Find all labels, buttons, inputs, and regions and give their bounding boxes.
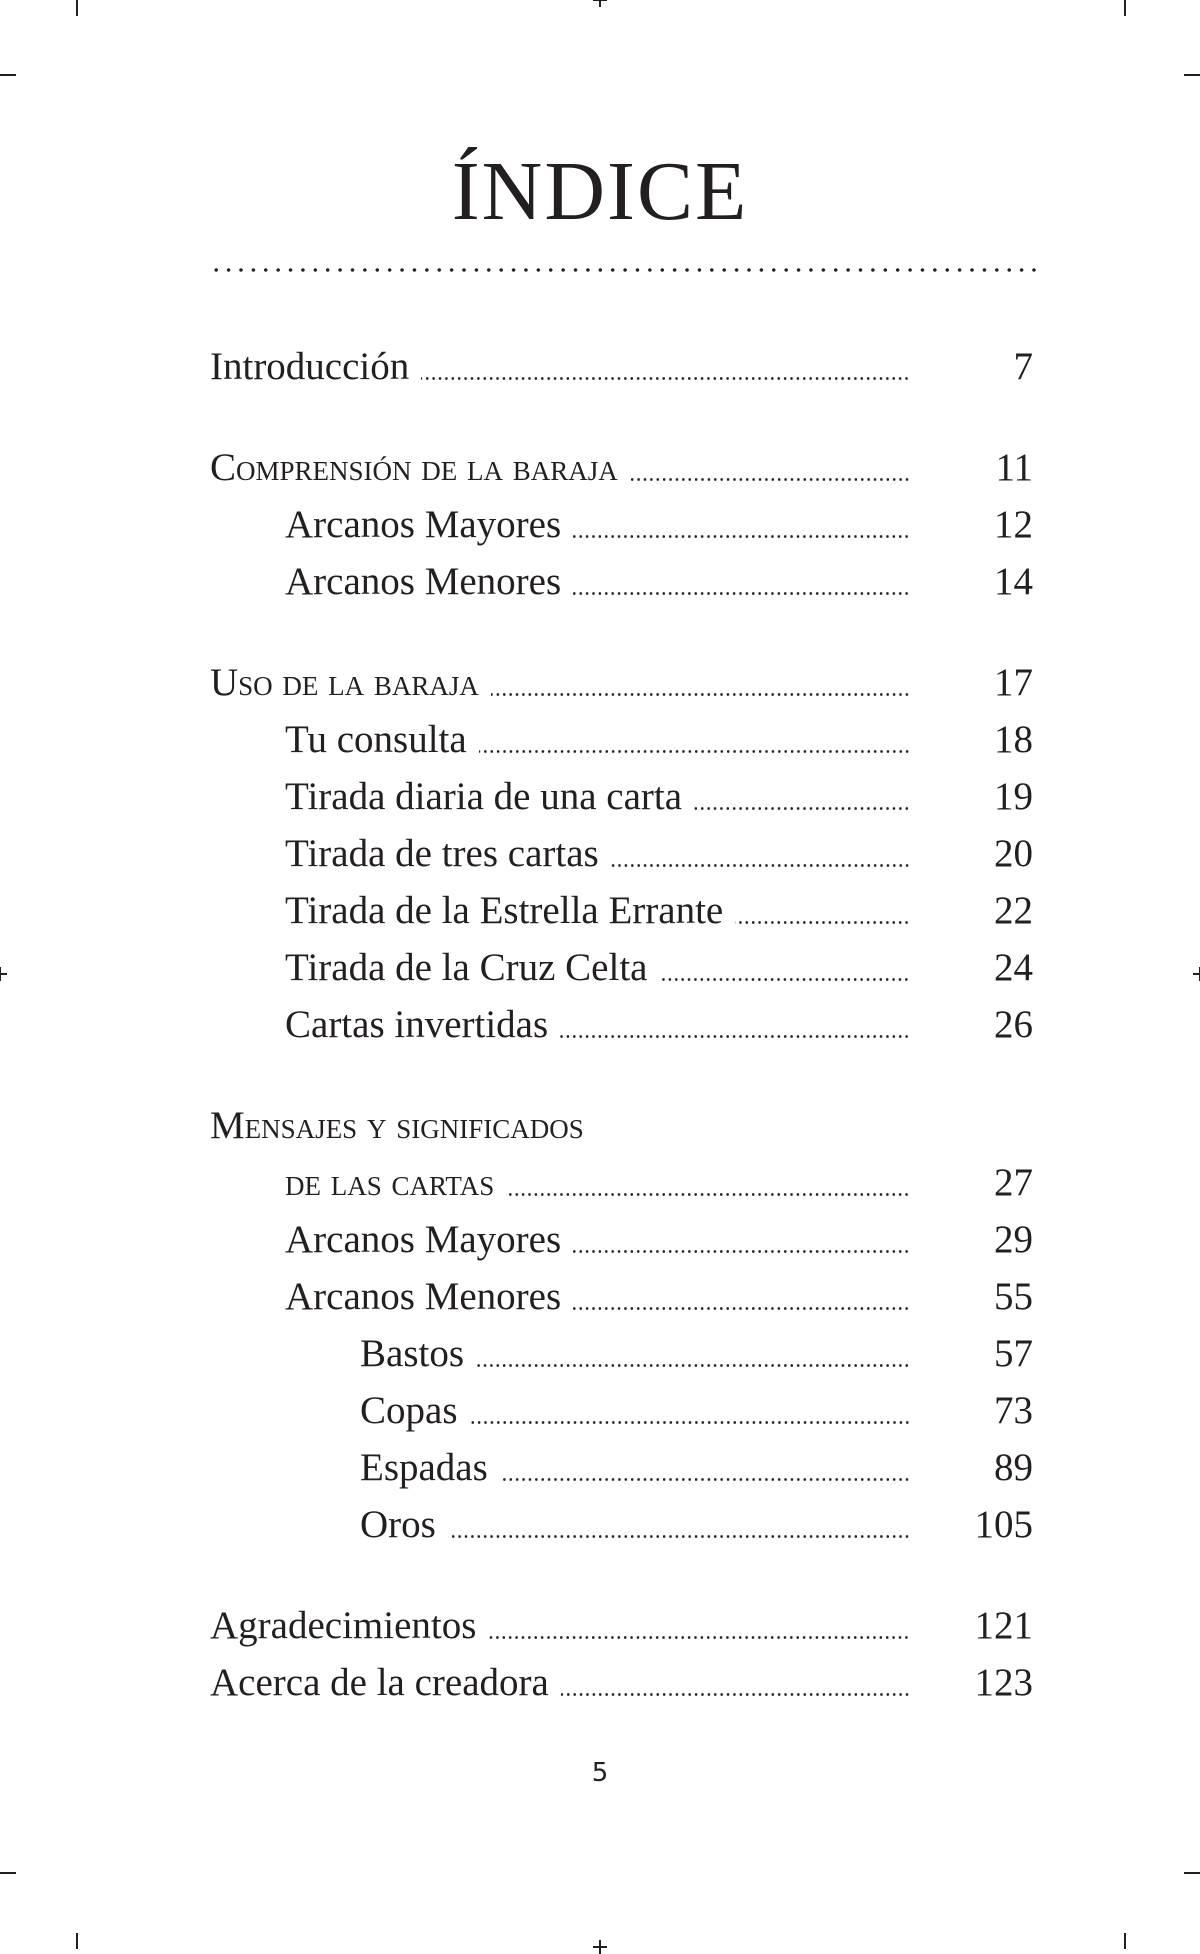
toc-entry-label xyxy=(285,1158,910,1208)
toc-dot-leader xyxy=(561,1693,910,1696)
toc-entry-label xyxy=(285,1272,910,1322)
toc-entry xyxy=(0,500,1200,550)
toc-entry-label xyxy=(360,1500,910,1550)
toc-dot-leader xyxy=(448,1535,910,1538)
toc-dot-leader xyxy=(470,1421,911,1424)
toc-entry xyxy=(0,1443,1200,1493)
toc-entry-title: de las cartas xyxy=(285,1161,495,1204)
toc-entry xyxy=(0,658,1200,708)
toc-entry xyxy=(0,342,1200,392)
toc-entry xyxy=(0,557,1200,607)
toc-dot-leader xyxy=(573,592,910,595)
toc-entry-title: Agradecimientos xyxy=(210,1604,477,1647)
toc-entry-title: Espadas xyxy=(360,1446,488,1489)
toc-entry-label xyxy=(285,886,910,936)
toc-entry-label xyxy=(210,443,910,493)
toc-entry-label xyxy=(210,342,910,392)
toc-dot-leader xyxy=(611,864,910,867)
toc-entry-label xyxy=(285,943,910,993)
toc-entry-page: 7 xyxy=(1013,345,1033,388)
toc-entry-page: 55 xyxy=(994,1275,1033,1318)
toc-dot-leader xyxy=(488,1636,910,1639)
toc-entry xyxy=(0,829,1200,879)
toc-entry-title: Tirada de la Cruz Celta xyxy=(285,946,648,989)
toc-entry-title: Tirada de tres cartas xyxy=(285,832,599,875)
toc-entry-title: Tirada de la Estrella Errante xyxy=(285,889,724,932)
toc-entry xyxy=(0,1658,1200,1708)
toc-dot-leader xyxy=(659,978,910,981)
toc-entry-label xyxy=(285,715,910,765)
toc-entry-page: 12 xyxy=(994,503,1033,546)
toc-dot-leader xyxy=(491,693,910,696)
toc-entry-page: 26 xyxy=(994,1003,1033,1046)
toc-entry-label xyxy=(360,1329,910,1379)
toc-entry-page: 19 xyxy=(994,775,1033,818)
toc-dot-leader xyxy=(630,478,910,481)
toc-entry-title: Comprensión de la baraja xyxy=(210,446,618,489)
toc-entry-page: 123 xyxy=(974,1661,1033,1704)
toc-entry-page: 17 xyxy=(994,661,1033,704)
toc-entry-label xyxy=(360,1443,910,1493)
toc-entry xyxy=(0,1500,1200,1550)
toc-entry-title: Copas xyxy=(360,1389,458,1432)
toc-entry xyxy=(0,1386,1200,1436)
toc-entry xyxy=(0,886,1200,936)
toc-entry-title: Acerca de la creadora xyxy=(210,1661,549,1704)
toc-entry-page: 18 xyxy=(994,718,1033,761)
toc-entry-label xyxy=(210,658,910,708)
toc-entry-page: 20 xyxy=(994,832,1033,875)
toc-entry-label xyxy=(360,1386,910,1436)
toc-entry-title: Arcanos Mayores xyxy=(285,503,562,546)
toc-entry xyxy=(0,1101,1200,1151)
toc-entry-title: Tirada diaria de una carta xyxy=(285,775,683,818)
toc-entry-page: 73 xyxy=(994,1389,1033,1432)
toc-entry-page: 27 xyxy=(994,1161,1033,1204)
toc-entry-title: Introducción xyxy=(210,345,410,388)
page-number: 5 xyxy=(591,1758,609,1788)
toc-entry-page: 11 xyxy=(995,446,1033,489)
toc-entry-title: Arcanos Menores xyxy=(285,1275,562,1318)
toc-entry-page: 57 xyxy=(994,1332,1033,1375)
toc-dot-leader xyxy=(573,1307,910,1310)
toc-entry xyxy=(0,1272,1200,1322)
toc-entry-label xyxy=(285,500,910,550)
toc-entry-page: 89 xyxy=(994,1446,1033,1489)
toc-entry xyxy=(0,772,1200,822)
toc-entry xyxy=(0,1215,1200,1265)
toc-entry xyxy=(0,715,1200,765)
toc-entry-title: Tu consulta xyxy=(285,718,467,761)
toc-entry-page: 14 xyxy=(994,560,1033,603)
toc-entry-label xyxy=(210,1601,910,1651)
toc-dot-leader xyxy=(500,1478,910,1481)
toc-entry-title: Oros xyxy=(360,1503,436,1546)
toc-dot-leader xyxy=(573,1250,910,1253)
toc-dot-leader xyxy=(694,807,910,810)
toc-dot-leader xyxy=(560,1035,910,1038)
toc-entry-label xyxy=(285,829,910,879)
page-title: ÍNDICE xyxy=(451,145,749,238)
toc-entry xyxy=(0,443,1200,493)
toc-entry-label xyxy=(210,1658,910,1708)
toc-dot-leader xyxy=(573,535,910,538)
toc-entry xyxy=(0,1000,1200,1050)
toc-entry-label xyxy=(285,1000,910,1050)
toc-entry-title: Mensajes y significados xyxy=(210,1104,584,1147)
toc-dot-leader xyxy=(479,750,910,753)
toc-entry-page: 24 xyxy=(994,946,1033,989)
toc-entry-page: 105 xyxy=(974,1503,1033,1546)
toc-entry-label xyxy=(285,557,910,607)
toc-entry xyxy=(0,1158,1200,1208)
toc-entry xyxy=(0,943,1200,993)
toc-dot-leader xyxy=(476,1364,910,1367)
toc-entry-title: Arcanos Menores xyxy=(285,560,562,603)
toc-entry-title: Arcanos Mayores xyxy=(285,1218,562,1261)
toc-entry-label xyxy=(210,1101,584,1151)
toc-entry-title: Bastos xyxy=(360,1332,465,1375)
toc-entry-label xyxy=(285,1215,910,1265)
toc-entry-page: 22 xyxy=(994,889,1033,932)
toc-dot-leader xyxy=(735,921,910,924)
toc-entry xyxy=(0,1601,1200,1651)
toc-entry-page: 121 xyxy=(974,1604,1033,1647)
toc-entry-title: Cartas invertidas xyxy=(285,1003,549,1046)
toc-entry-label xyxy=(285,772,910,822)
toc-entry-page: 29 xyxy=(994,1218,1033,1261)
toc-dot-leader xyxy=(421,377,910,380)
toc-dot-leader xyxy=(506,1193,910,1196)
toc-entry xyxy=(0,1329,1200,1379)
toc-entry-title: Uso de la baraja xyxy=(210,661,479,704)
